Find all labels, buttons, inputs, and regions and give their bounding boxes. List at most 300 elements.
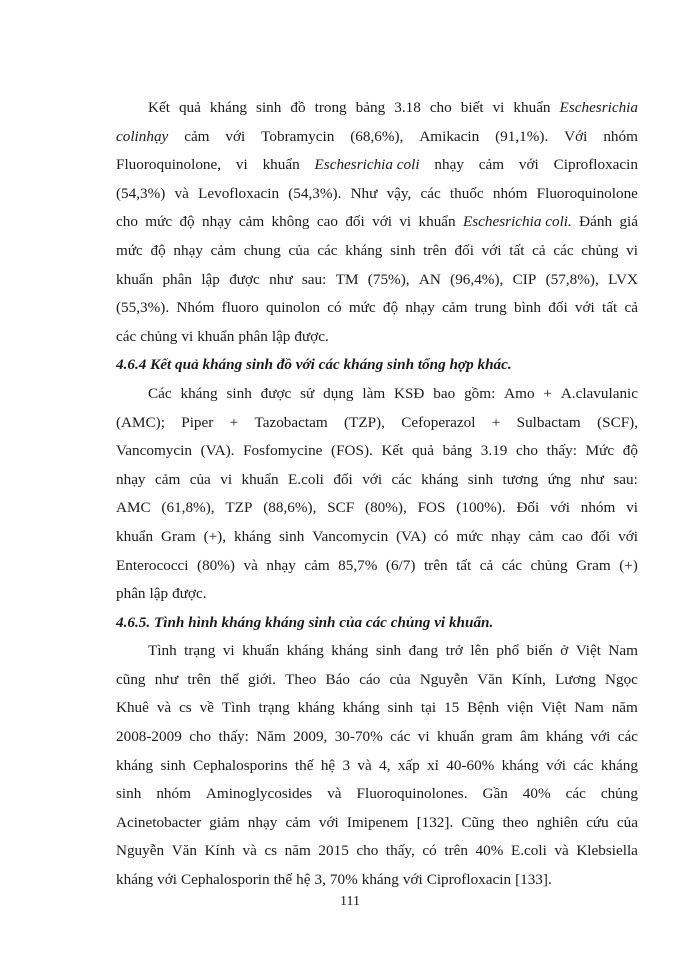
word: Cũng bbox=[461, 813, 495, 831]
word: trạng bbox=[258, 699, 290, 717]
word: bình bbox=[513, 299, 541, 317]
word: Cephalosporins bbox=[193, 756, 288, 774]
word: giảm bbox=[209, 813, 240, 831]
word: sinh bbox=[160, 756, 186, 774]
word: với bbox=[372, 213, 392, 231]
word: (80%) bbox=[197, 556, 235, 574]
word: quả bbox=[178, 99, 201, 116]
word: trung bbox=[474, 299, 507, 317]
word: (AMC); bbox=[116, 413, 165, 431]
word: trên bbox=[444, 842, 468, 860]
word: mức bbox=[116, 241, 143, 259]
word: nhạy bbox=[491, 527, 521, 545]
word: với bbox=[362, 470, 383, 488]
word: cảm bbox=[285, 813, 311, 831]
word: biết bbox=[460, 99, 484, 116]
section-heading-4-6-5: 4.6.5. Tình hình kháng kháng sinh của các chủng vi khuẩn. bbox=[116, 613, 494, 631]
word: 15 bbox=[443, 699, 460, 717]
word: mức bbox=[145, 213, 173, 231]
text-line bbox=[116, 837, 638, 866]
word: + bbox=[491, 413, 501, 431]
text-line bbox=[116, 580, 638, 609]
word: Nam bbox=[608, 642, 638, 660]
word: Đối bbox=[516, 499, 540, 517]
word: quinolon bbox=[266, 299, 321, 317]
text-line bbox=[116, 809, 638, 838]
word: [133]. bbox=[515, 871, 552, 889]
word: Tình bbox=[148, 642, 177, 660]
word: (TZP), bbox=[343, 413, 385, 431]
word: Eschesrichia coli. bbox=[462, 213, 572, 231]
word: Vancomycin bbox=[312, 527, 389, 545]
word: chủng bbox=[581, 241, 619, 259]
word: thế bbox=[273, 871, 293, 889]
word: đang bbox=[408, 642, 439, 660]
word: độ bbox=[382, 299, 399, 317]
word: thấy, bbox=[385, 842, 415, 860]
word: có bbox=[422, 842, 437, 860]
word: Việt bbox=[541, 699, 567, 717]
word: thấy: bbox=[218, 728, 249, 746]
word: ứng bbox=[547, 470, 572, 488]
word: với bbox=[481, 241, 502, 259]
word: kháng bbox=[501, 756, 539, 774]
word: và bbox=[554, 842, 569, 860]
word: khuẩn bbox=[116, 527, 154, 545]
word: và bbox=[156, 699, 172, 717]
word: Tobramycin bbox=[261, 127, 335, 145]
word: Các bbox=[148, 384, 172, 402]
word: vi bbox=[626, 241, 638, 259]
word: các bbox=[391, 470, 412, 488]
word: Sulbactam bbox=[516, 413, 581, 431]
word: cả bbox=[479, 556, 494, 574]
word: cho bbox=[189, 728, 212, 746]
word: vậy, bbox=[386, 184, 412, 202]
word: thế bbox=[294, 756, 314, 774]
word: (FOS). bbox=[331, 442, 373, 460]
word: cáo bbox=[359, 670, 381, 688]
word: + bbox=[543, 384, 552, 402]
word: 2009, bbox=[293, 728, 328, 746]
word: và bbox=[243, 556, 258, 574]
word: cs bbox=[264, 842, 278, 860]
word: viện bbox=[507, 699, 534, 717]
word: cứu bbox=[586, 813, 609, 831]
word: đối bbox=[333, 470, 353, 488]
word: khuẩn bbox=[241, 470, 279, 488]
word: 40% bbox=[475, 842, 504, 860]
word: kháng bbox=[116, 756, 154, 774]
word: khuẩn bbox=[197, 327, 235, 345]
word: (VA). bbox=[200, 442, 235, 460]
text-line bbox=[116, 494, 638, 523]
word: TZP bbox=[225, 499, 253, 517]
word: Amo bbox=[504, 384, 535, 402]
word: AMC bbox=[116, 499, 151, 517]
word: Vancomycin bbox=[116, 442, 192, 460]
word: Gần bbox=[482, 785, 508, 803]
word: vi bbox=[235, 156, 248, 174]
word: có bbox=[327, 299, 342, 317]
text-line bbox=[116, 266, 638, 295]
word: cho bbox=[429, 99, 452, 116]
word: được bbox=[260, 384, 292, 402]
word: (54,3%) bbox=[116, 184, 166, 202]
word: nhóm bbox=[156, 785, 191, 803]
word: Mức bbox=[585, 442, 615, 460]
word: Enterococci bbox=[116, 556, 189, 574]
word: nhạy bbox=[434, 156, 464, 174]
word: sinh bbox=[390, 241, 416, 259]
word: cảm bbox=[528, 527, 554, 545]
word: với bbox=[590, 728, 611, 746]
word: tất bbox=[456, 556, 472, 574]
word: Tazobactam bbox=[254, 413, 328, 431]
word: cho bbox=[116, 213, 138, 231]
word: Gram bbox=[576, 556, 611, 574]
word: khuẩn bbox=[418, 213, 456, 231]
word: gram bbox=[481, 728, 513, 746]
word: CIP bbox=[512, 270, 537, 288]
word: Amikacin bbox=[419, 127, 480, 145]
word: các bbox=[390, 728, 411, 746]
text-line bbox=[116, 694, 638, 723]
word: giới. bbox=[248, 670, 276, 688]
word: biến bbox=[526, 642, 553, 660]
word: (96,4%), bbox=[450, 270, 504, 288]
word: và bbox=[242, 842, 257, 860]
word: khuẩn bbox=[116, 270, 154, 288]
word: (57,8%), bbox=[545, 270, 599, 288]
word: kháng bbox=[180, 384, 218, 402]
word: nhạy bbox=[266, 556, 296, 574]
word: với bbox=[225, 127, 246, 145]
word: (80%), bbox=[365, 499, 407, 517]
word: AN bbox=[418, 270, 441, 288]
word: Như bbox=[350, 184, 378, 202]
word: LVX bbox=[608, 270, 638, 288]
word: (68,6%), bbox=[350, 127, 404, 145]
word: mức bbox=[348, 299, 376, 317]
word: kháng bbox=[361, 871, 399, 889]
word: được bbox=[229, 270, 260, 288]
word: sinh bbox=[375, 642, 402, 660]
word: như bbox=[269, 270, 293, 288]
word: kháng bbox=[331, 642, 369, 660]
text-line bbox=[116, 294, 638, 323]
word: TM bbox=[335, 270, 359, 288]
word: hệ bbox=[320, 756, 336, 774]
word: Nam bbox=[574, 699, 604, 717]
word: 3.18 bbox=[394, 99, 421, 116]
word: chung bbox=[243, 241, 281, 259]
word: không bbox=[271, 213, 310, 231]
word: trong bbox=[314, 99, 347, 116]
word: với bbox=[157, 871, 177, 889]
word: sau: bbox=[613, 470, 638, 488]
word: tất bbox=[509, 241, 525, 259]
word: Acinetobacter bbox=[116, 813, 202, 831]
word: Khuê bbox=[116, 699, 149, 717]
word: xỉ bbox=[427, 756, 439, 774]
word: thuốc bbox=[449, 184, 484, 202]
word: nhạy bbox=[247, 813, 278, 831]
word: Kết bbox=[381, 442, 404, 460]
word: Imipenem bbox=[346, 813, 409, 831]
word: Đánh bbox=[579, 213, 613, 231]
text-line bbox=[116, 437, 638, 466]
text-line bbox=[116, 237, 638, 266]
word: tất bbox=[602, 299, 618, 317]
word: các bbox=[420, 184, 441, 202]
text-line bbox=[116, 94, 638, 123]
word: nhóm bbox=[603, 127, 638, 145]
word: đồ bbox=[290, 99, 306, 116]
word: với bbox=[618, 527, 638, 545]
word: nhạy bbox=[116, 470, 146, 488]
word: độ bbox=[150, 241, 166, 259]
word: cao bbox=[561, 527, 583, 545]
word: độ bbox=[179, 213, 195, 231]
word: lập bbox=[271, 327, 291, 345]
word: Với bbox=[564, 127, 588, 145]
word: dụng bbox=[323, 384, 354, 402]
text-line bbox=[116, 466, 638, 495]
word: cả bbox=[624, 299, 638, 317]
word: (91,1%). bbox=[495, 127, 549, 145]
word: vi bbox=[181, 327, 194, 345]
word: (75%), bbox=[367, 270, 410, 288]
word: năm bbox=[284, 842, 311, 860]
word: trở bbox=[445, 642, 463, 660]
text-line bbox=[116, 208, 638, 237]
word: cho bbox=[516, 442, 538, 460]
word: vi bbox=[220, 470, 233, 488]
word: sau: bbox=[301, 270, 327, 288]
paragraph-other-antibiotics bbox=[116, 380, 638, 609]
word: phổ bbox=[496, 642, 520, 660]
word: các bbox=[617, 728, 638, 746]
word: lập bbox=[201, 270, 220, 288]
word: các bbox=[501, 556, 522, 574]
word: 3 bbox=[342, 756, 351, 774]
paragraph-antibiogram-table-3-18 bbox=[116, 94, 638, 351]
word: của bbox=[288, 241, 310, 259]
text-line bbox=[116, 666, 638, 695]
word: Việt bbox=[575, 642, 601, 660]
word: độ bbox=[622, 442, 638, 460]
word: kháng bbox=[600, 756, 638, 774]
word: kháng bbox=[297, 699, 335, 717]
word: Eschesrichia coli bbox=[314, 156, 420, 174]
word: lên bbox=[470, 642, 489, 660]
word: Fosfomycine bbox=[243, 442, 323, 460]
word: kháng bbox=[233, 527, 272, 545]
word: nhóm bbox=[492, 184, 528, 202]
word: nhạy bbox=[202, 213, 232, 231]
word: Tình bbox=[221, 699, 251, 717]
word: với bbox=[402, 871, 423, 889]
word: cũng bbox=[116, 670, 146, 688]
text-line bbox=[116, 151, 638, 180]
word: 85,7% bbox=[338, 556, 378, 574]
word: KSĐ bbox=[394, 384, 425, 402]
word: Văn bbox=[477, 670, 503, 688]
word: Năm bbox=[256, 728, 286, 746]
text-line bbox=[116, 752, 638, 781]
word: được. bbox=[294, 327, 329, 345]
word: cao bbox=[316, 213, 338, 231]
word: quả bbox=[412, 442, 434, 460]
text-line bbox=[116, 866, 638, 895]
word: Cefoperazol bbox=[401, 413, 476, 431]
word: (61,8%), bbox=[161, 499, 215, 517]
word: 40% bbox=[522, 785, 551, 803]
word: cảm bbox=[184, 127, 210, 145]
word: với bbox=[318, 813, 339, 831]
text-line bbox=[116, 180, 638, 209]
word: cho bbox=[356, 842, 379, 860]
word: và bbox=[174, 184, 189, 202]
text-line bbox=[116, 780, 638, 809]
word: colinhạy bbox=[116, 127, 169, 145]
word: E.coli bbox=[510, 842, 547, 860]
word: nhạy bbox=[173, 241, 203, 259]
word: cả bbox=[532, 241, 546, 259]
word: các bbox=[573, 756, 594, 774]
word: [132]. bbox=[416, 813, 454, 831]
word: của bbox=[616, 813, 638, 831]
word: kháng bbox=[116, 871, 154, 889]
word: lập bbox=[149, 585, 169, 603]
word: (+) bbox=[619, 556, 638, 574]
word: như bbox=[580, 470, 604, 488]
word: + bbox=[229, 413, 239, 431]
word: chủng bbox=[600, 785, 638, 803]
word: xấp bbox=[397, 756, 420, 774]
text-line bbox=[116, 123, 638, 152]
page-number: 111 bbox=[340, 894, 360, 909]
text-line bbox=[116, 323, 638, 352]
word: Aminoglycosides bbox=[205, 785, 313, 803]
word: giá bbox=[619, 213, 638, 231]
word: với bbox=[546, 756, 566, 774]
word: về bbox=[199, 699, 214, 717]
word: đối bbox=[548, 299, 568, 317]
word: vi bbox=[492, 99, 505, 116]
word: Klebsiella bbox=[576, 842, 638, 860]
word: có bbox=[434, 527, 449, 545]
word: (100%). bbox=[456, 499, 506, 517]
word: được. bbox=[172, 585, 207, 603]
word: Kính bbox=[204, 842, 235, 860]
word: khuẩn bbox=[242, 642, 280, 660]
word: Ngọc bbox=[605, 670, 638, 688]
text-line bbox=[116, 637, 638, 666]
word: hệ bbox=[296, 871, 311, 889]
word: kháng bbox=[345, 241, 383, 259]
word: kháng bbox=[286, 642, 324, 660]
word: 3, bbox=[314, 871, 326, 889]
word: kháng bbox=[342, 699, 380, 717]
word: nhạy bbox=[405, 299, 435, 317]
word: các bbox=[116, 327, 137, 345]
word: với bbox=[518, 156, 539, 174]
word: Nguyễn bbox=[419, 670, 468, 688]
word: nhóm bbox=[580, 499, 616, 517]
word: vi bbox=[626, 499, 638, 517]
word: sinh bbox=[279, 527, 305, 545]
word: Văn bbox=[171, 842, 197, 860]
word: đối bbox=[590, 527, 611, 545]
word: Fluoroquinolone, bbox=[116, 156, 222, 174]
word: tương bbox=[502, 470, 539, 488]
word: Nguyễn bbox=[116, 842, 165, 860]
word: Theo bbox=[285, 670, 317, 688]
word: 2015 bbox=[318, 842, 349, 860]
word: nghiên bbox=[536, 813, 579, 831]
word: sinh bbox=[387, 699, 413, 717]
text-line bbox=[116, 523, 638, 552]
word: phân bbox=[162, 270, 192, 288]
word: (6/7) bbox=[385, 556, 416, 574]
word: của bbox=[389, 670, 411, 688]
word: Nhóm bbox=[176, 299, 215, 317]
word: kháng bbox=[209, 99, 248, 116]
text-line bbox=[116, 409, 638, 438]
text-line bbox=[116, 723, 638, 752]
paragraph-resistance-situation bbox=[116, 637, 638, 894]
word: Cephalosporin bbox=[180, 871, 270, 889]
word: vi bbox=[417, 728, 430, 746]
word: đối bbox=[454, 241, 474, 259]
word: khuẩn bbox=[436, 728, 475, 746]
word: các bbox=[553, 241, 574, 259]
word: trên bbox=[423, 556, 448, 574]
word: Ciprofloxacin bbox=[426, 871, 512, 889]
word: phân bbox=[116, 585, 146, 603]
word: vi bbox=[399, 213, 412, 231]
word: trạng bbox=[184, 642, 216, 660]
word: phân bbox=[238, 327, 268, 345]
word: Gram bbox=[161, 527, 196, 545]
word: theo bbox=[502, 813, 529, 831]
word: sinh bbox=[116, 785, 142, 803]
word: âm bbox=[520, 728, 539, 746]
word: Fluoroquinolones. bbox=[356, 785, 468, 803]
word: FOS bbox=[417, 499, 446, 517]
word: với bbox=[574, 299, 595, 317]
word: sử bbox=[300, 384, 315, 402]
word: như bbox=[154, 670, 179, 688]
word: vi bbox=[222, 642, 235, 660]
word: thế bbox=[220, 670, 239, 688]
word: 4, bbox=[379, 756, 391, 774]
word: (54,3%). bbox=[288, 184, 342, 202]
word: cảm bbox=[238, 213, 265, 231]
word: làm bbox=[362, 384, 386, 402]
word: khuẩn bbox=[513, 99, 551, 116]
word: kháng bbox=[421, 470, 459, 488]
word: Levofloxacin bbox=[198, 184, 280, 202]
word: bao bbox=[433, 384, 456, 402]
word: với bbox=[550, 499, 570, 517]
word: ở bbox=[560, 642, 569, 660]
word: 30-70% bbox=[334, 728, 383, 746]
word: fluoro bbox=[221, 299, 259, 317]
section-heading-4-6-4: 4.6.4 Kết quả kháng sinh đồ với các kháng sinh tổng hợp khác. bbox=[116, 356, 512, 374]
